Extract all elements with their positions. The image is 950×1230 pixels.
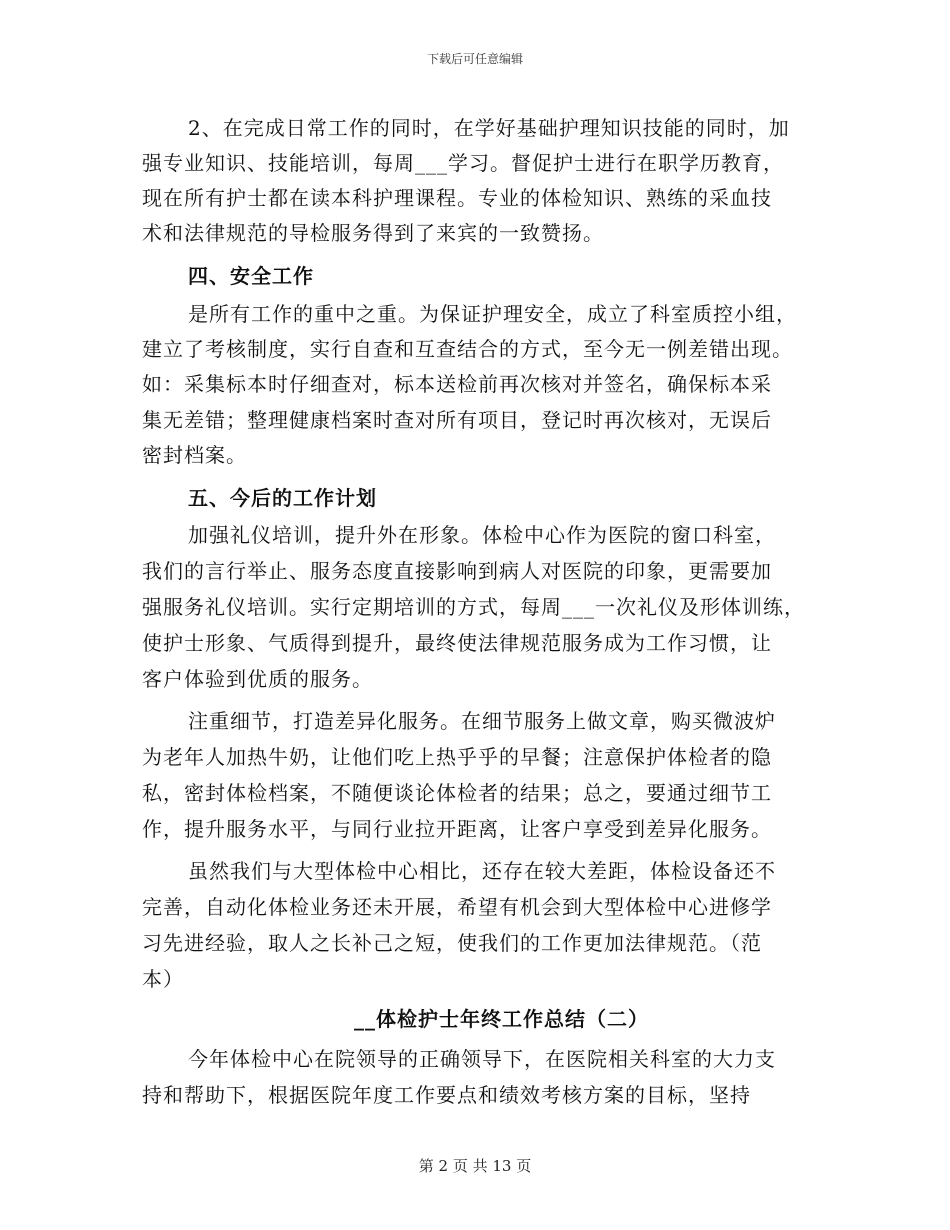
page-footer: 第 2 页 共 13 页 [418, 1157, 532, 1175]
paragraph-line: 习先进经验，取人之长补己之短，使我们的工作更加法律规范。（范 [142, 931, 762, 955]
paragraph-line: 术和法律规范的导检服务得到了来宾的一致赞扬。 [142, 221, 604, 245]
paragraph-line: 私，密封体检档案，不随便谈论体检者的结果；总之，要通过细节工 [142, 781, 772, 805]
section-heading: 四、安全工作 [188, 264, 314, 288]
paragraph-line: 建立了考核制度，实行自查和互查结合的方式，至今无一例差错出现。 [142, 337, 793, 361]
paragraph-line: 今年体检中心在院领导的正确领导下，在医院相关科室的大力支 [188, 1047, 776, 1071]
paragraph-line: 加强礼仪培训，提升外在形象。体检中心作为医院的窗口科室， [188, 523, 776, 547]
paragraph-line: 集无差错；整理健康档案时查对所有项目，登记时再次核对，无误后 [142, 408, 772, 432]
paragraph-line: 如：采集标本时仔细查对，标本送检前再次核对并签名，确保标本采 [142, 372, 772, 396]
paragraph-line: 注重细节，打造差异化服务。在细节服务上做文章，购买微波炉 [188, 709, 776, 733]
paragraph-line: 是所有工作的重中之重。为保证护理安全，成立了科室质控小组， [188, 302, 797, 326]
section-heading: 五、今后的工作计划 [188, 486, 377, 510]
paragraph-line: 完善，自动化体检业务还未开展，希望有机会到大型体检中心进修学 [142, 895, 772, 919]
paragraph-line: 为老年人加热牛奶，让他们吃上热乎乎的早餐；注意保护体检者的隐 [142, 745, 772, 769]
paragraph-line: 强服务礼仪培训。实行定期培训的方式，每周___一次礼仪及形体训练， [142, 595, 805, 619]
paragraph-line: 密封档案。 [142, 443, 247, 467]
paragraph-line: 现在所有护士都在读本科护理课程。专业的体检知识、熟练的采血技 [142, 186, 772, 210]
paragraph-line: 作，提升服务水平，与同行业拉开距离，让客户享受到差异化服务。 [142, 817, 772, 841]
paragraph-line: 虽然我们与大型体检中心相比，还存在较大差距，体检设备还不 [188, 859, 776, 883]
paragraph-line: 持和帮助下，根据医院年度工作要点和绩效考核方案的目标，坚持 [142, 1083, 751, 1107]
paragraph-line: 客户体验到优质的服务。 [142, 667, 373, 691]
paragraph-line: 我们的言行举止、服务态度直接影响到病人对医院的印象，更需要加 [142, 559, 772, 583]
paragraph-line: 强专业知识、技能培训，每周___学习。督促护士进行在职学历教育， [142, 151, 784, 175]
paragraph-line: 2、在完成日常工作的同时，在学好基础护理知识技能的同时，加 [188, 116, 790, 140]
paragraph-line: 使护士形象、气质得到提升，最终使法律规范服务成为工作习惯，让 [142, 631, 772, 655]
page-header: 下载后可任意编辑 [426, 52, 523, 66]
document-title: __体检护士年终工作总结（二） [354, 1007, 649, 1031]
paragraph-line: 本） [142, 967, 184, 991]
